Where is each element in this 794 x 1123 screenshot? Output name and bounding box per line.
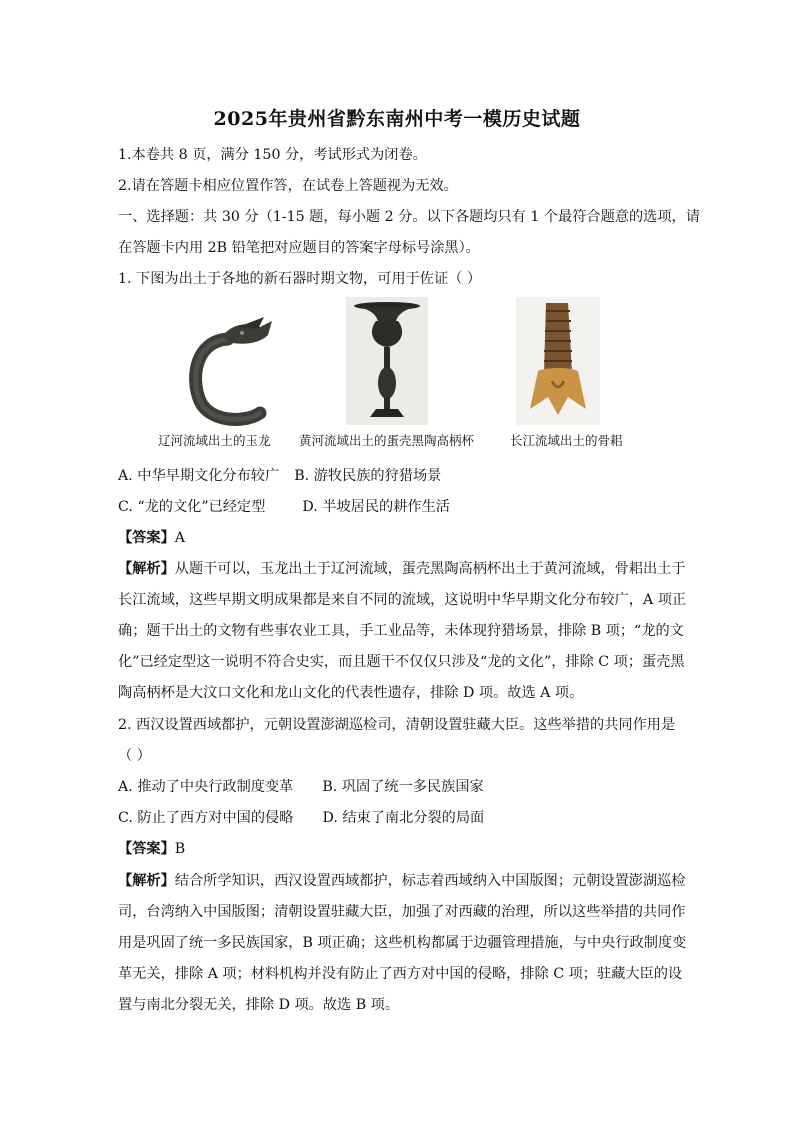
question-2-answer	[118, 839, 678, 859]
instruction-2: 2.请在答题卡相应位置作答，在试卷上答题视为无效。	[118, 178, 458, 194]
question-1-stem: 1. 下图为出土于各地的新石器时期文物，可用于佐证（ ）	[118, 271, 482, 287]
question-1-analysis-line-4: 化”已经定型这一说明不符合史实，而且题干不仅仅只涉及“龙的文化”，排除 C 项；蛋壳黑	[118, 654, 685, 670]
option-c: C. “龙的文化”已经定型	[118, 499, 266, 515]
question-1-options-cd	[118, 497, 678, 517]
question-2-analysis-line-5: 置与南北分裂无关，排除 D 项。故选 B 项。	[118, 997, 400, 1013]
artifact-figures	[118, 297, 678, 457]
analysis-label: 【解析】	[118, 561, 175, 577]
caption-bone-spade: 长江流域出土的骨耜	[510, 433, 623, 448]
question-2-analysis-line-3: 用是巩固了统一多民族国家，B 项正确；这些机构都属于边疆管理措施，与中央行政制度变	[118, 935, 687, 951]
question-2-options-cd	[118, 808, 678, 828]
option-b: B. 游牧民族的狩猎场景	[294, 468, 442, 484]
answer-value: B	[174, 841, 186, 857]
page-title: 2025年贵州省黔东南州中考一模历史试题	[213, 108, 581, 130]
black-pottery-cup-image	[346, 297, 428, 425]
question-1-analysis-line-5: 陶高柄杯是大汶口文化和龙山文化的代表性遗存，排除 D 项。故选 A 项。	[118, 685, 584, 701]
caption-jade-dragon: 辽河流域出土的玉龙	[158, 433, 271, 448]
section-heading-line-1: 一、选择题：共 30 分（1-15 题，每小题 2 分。以下各题均只有 1 个最符合题意的选项，请	[118, 209, 700, 225]
option-b: B. 巩固了统一多民族国家	[322, 779, 484, 795]
option-a: A. 推动了中央行政制度变革	[118, 779, 294, 795]
question-1-answer	[118, 528, 678, 548]
question-2-analysis-line-4: 革无关，排除 A 项；材料机构并没有防止了西方对中国的侵略，排除 C 项；驻藏大臣的设	[118, 966, 683, 982]
caption-black-pottery-cup: 黄河流域出土的蛋壳黑陶高柄杯	[299, 433, 475, 448]
question-2-stem-line-1: 2. 西汉设置西域都护，元朝设置澎湖巡检司，清朝设置驻藏大臣。这些举措的共同作用是	[118, 717, 676, 733]
question-2-stem-line-2: （ ）	[118, 748, 151, 764]
option-d: D. 半坡居民的耕作生活	[302, 499, 450, 515]
jade-dragon-image	[168, 297, 288, 427]
question-2-options-ab	[118, 777, 678, 797]
question-2-analysis-line-2: 司，台湾纳入中国版图；清朝设置驻藏大臣，加强了对西藏的治理，所以这些举措的共同作	[118, 904, 686, 920]
instruction-1: 1.本卷共 8 页，满分 150 分，考试形式为闭卷。	[118, 147, 427, 163]
question-1-analysis-line-1: 【解析】从题干可以，玉龙出土于辽河流域，蛋壳黑陶高柄杯出土于黄河流域，骨耜出土于	[118, 561, 686, 577]
answer-label: 【答案】	[118, 530, 175, 546]
answer-value: A	[174, 530, 186, 546]
option-c: C. 防止了西方对中国的侵略	[118, 810, 294, 826]
question-2-analysis-line-1: 【解析】结合所学知识，西汉设置西域都护，标志着西域纳入中国版图；元朝设置澎湖巡检	[118, 873, 686, 889]
option-a: A. 中华早期文化分布较广	[118, 468, 280, 484]
analysis-label: 【解析】	[118, 873, 175, 889]
section-heading-line-2: 在答题卡内用 2B 铅笔把对应题目的答案字母标号涂黑）。	[118, 240, 480, 256]
question-1-options-ab	[118, 466, 678, 486]
question-1-analysis-line-2: 长江流域，这些早期文明成果都是来自不同的流域，这说明中华早期文化分布较广，A 项正	[118, 592, 687, 608]
answer-label: 【答案】	[118, 841, 175, 857]
question-1-analysis-line-3: 确；题干出土的文物有些事农业工具，手工业品等，未体现狩猎场景，排除 B 项；“龙的文	[118, 623, 684, 639]
bone-spade-image	[516, 297, 600, 425]
option-d: D. 结束了南北分裂的局面	[322, 810, 485, 826]
